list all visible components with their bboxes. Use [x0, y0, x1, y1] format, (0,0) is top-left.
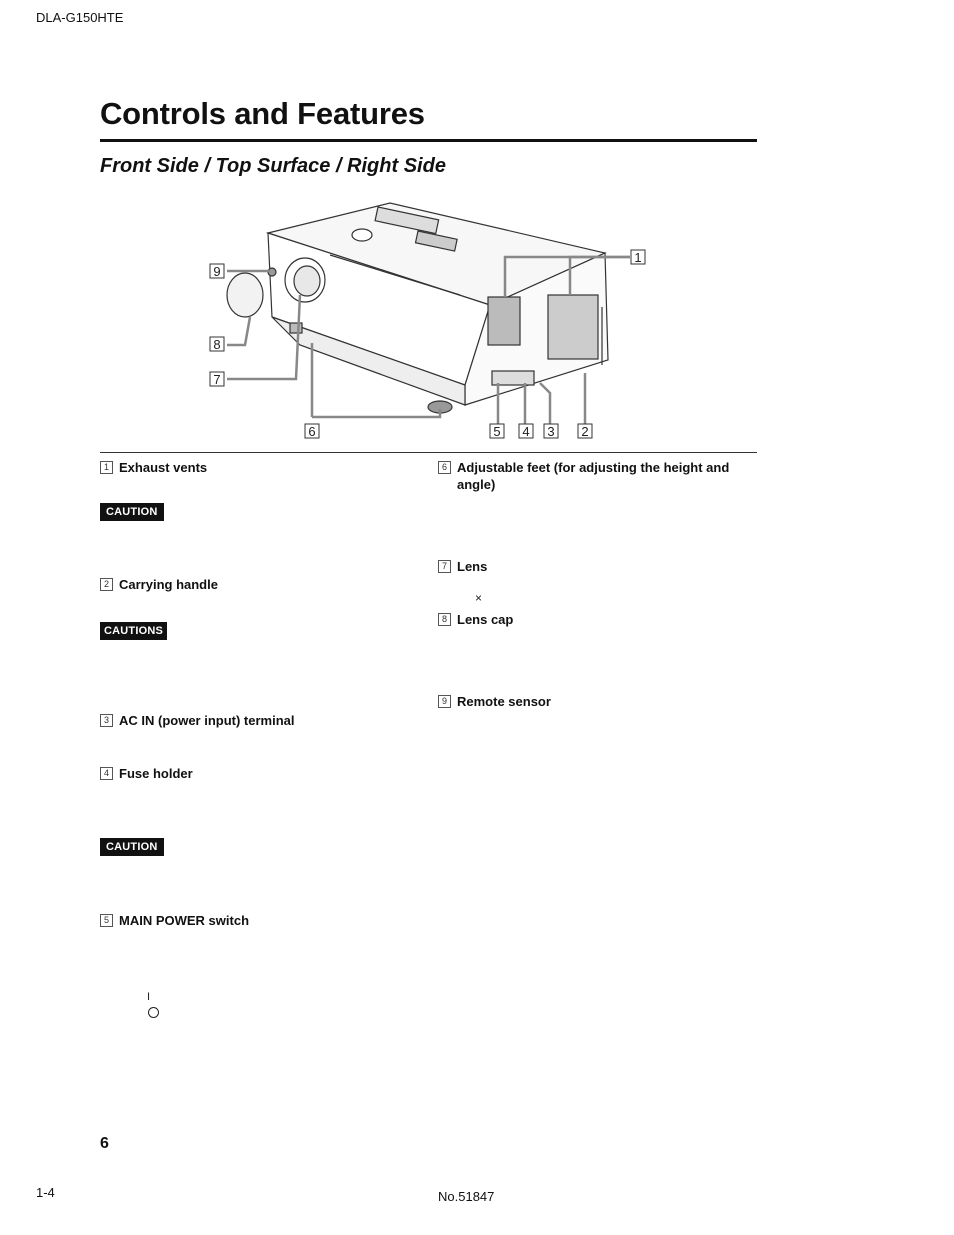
item-exhaust-vents: 1 Exhaust vents	[100, 459, 410, 476]
callout-2: 2	[581, 424, 589, 439]
page-number: 6	[100, 1135, 109, 1152]
title-rule	[100, 139, 757, 142]
projector-illustration	[100, 195, 760, 445]
section-number: 1-4	[36, 1185, 55, 1200]
model-header: DLA-G150HTE	[36, 10, 124, 25]
item-adjustable-feet: 6 Adjustable feet (for adjusting the height and angle)	[438, 459, 738, 493]
callout-9: 9	[213, 264, 221, 279]
callout-6: 6	[308, 424, 316, 439]
item-fuse-holder: 4 Fuse holder	[100, 765, 410, 782]
cautions-badge: CAUTIONS	[100, 622, 167, 640]
caution-badge: CAUTION	[100, 503, 164, 521]
callout-4: 4	[522, 424, 530, 439]
caution-badge-fuse: CAUTION	[100, 838, 164, 856]
item-main-power-switch: 5 MAIN POWER switch	[100, 912, 410, 929]
callout-8: 8	[213, 337, 221, 352]
item-ac-in: 3 AC IN (power input) terminal	[100, 712, 410, 729]
item-lens-cap: 8 Lens cap	[438, 611, 738, 628]
callout-7: 7	[213, 372, 221, 387]
times-symbol: ×	[475, 591, 483, 605]
item-carrying-handle: 2 Carrying handle	[100, 576, 410, 593]
document-number: No.51847	[438, 1189, 495, 1204]
item-remote-sensor: 9 Remote sensor	[438, 693, 738, 710]
item-lens: 7 Lens	[438, 558, 738, 575]
callout-3: 3	[547, 424, 555, 439]
switch-off-symbol	[148, 1007, 159, 1018]
section-subtitle: Front Side / Top Surface / Right Side	[100, 155, 446, 177]
callout-5: 5	[493, 424, 501, 439]
callout-1: 1	[634, 250, 642, 265]
switch-on-symbol: I	[147, 991, 151, 1003]
page-title: Controls and Features	[100, 96, 425, 131]
section-separator	[100, 452, 757, 453]
